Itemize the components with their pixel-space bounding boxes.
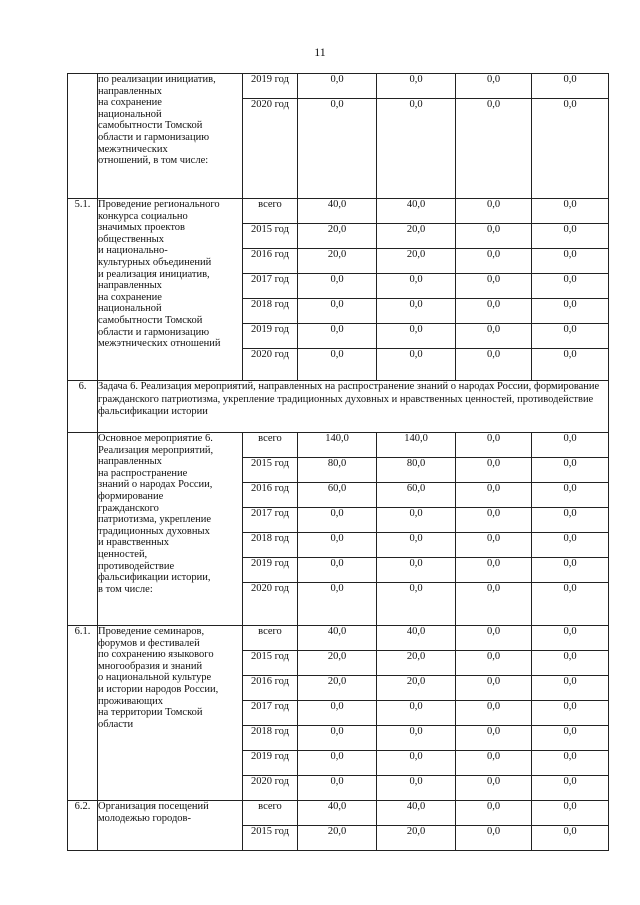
value-other: 0,0 — [532, 433, 609, 458]
year-cell: всего — [243, 801, 298, 826]
value-local: 0,0 — [456, 751, 532, 776]
value-local: 0,0 — [456, 726, 532, 751]
table-row — [68, 74, 609, 99]
value-local: 0,0 — [456, 249, 532, 274]
value-total: 0,0 — [298, 324, 377, 349]
item-name: Проведение регионального конкурса социально значимых проектов общественных и национально- культурных объединений и реализация инициатив, направленных на сохранение национальной самобытности Томской области и гармонизацию межэтнических отношений — [98, 199, 221, 350]
value-regional: 0,0 — [377, 776, 456, 801]
year-cell: 2018 год — [243, 299, 298, 324]
value-regional: 0,0 — [377, 274, 456, 299]
year-cell: 2020 год — [243, 776, 298, 801]
value-regional: 0,0 — [377, 74, 456, 99]
item-number: 6.2. — [68, 801, 98, 851]
value-local: 0,0 — [456, 349, 532, 381]
item-number — [68, 74, 98, 199]
value-regional: 20,0 — [377, 651, 456, 676]
value-total: 0,0 — [298, 274, 377, 299]
value-local: 0,0 — [456, 483, 532, 508]
table-row — [68, 199, 609, 224]
page-number: 11 — [314, 45, 326, 59]
task-row — [68, 381, 609, 433]
value-other: 0,0 — [532, 726, 609, 751]
value-regional: 20,0 — [377, 224, 456, 249]
value-other: 0,0 — [532, 349, 609, 381]
year-cell: 2015 год — [243, 651, 298, 676]
value-local: 0,0 — [456, 558, 532, 583]
value-other: 0,0 — [532, 626, 609, 651]
table-body — [68, 74, 609, 851]
item-name: Основное мероприятие 6. Реализация мероприятий, направленных на распространение знаний о народах России, формирование гражданского патриотизма, укрепление традиционных духовных и нравственных ценностей, противодействие фальсификации истории, в том числе: — [98, 433, 214, 595]
value-total: 0,0 — [298, 701, 377, 726]
value-other: 0,0 — [532, 701, 609, 726]
value-regional: 0,0 — [377, 533, 456, 558]
value-regional: 40,0 — [377, 801, 456, 826]
value-other: 0,0 — [532, 801, 609, 826]
value-total: 80,0 — [298, 458, 377, 483]
value-local: 0,0 — [456, 826, 532, 851]
year-cell: 2019 год — [243, 74, 298, 99]
item-name-cell — [98, 801, 243, 851]
year-cell: 2016 год — [243, 249, 298, 274]
year-cell: 2018 год — [243, 726, 298, 751]
value-other: 0,0 — [532, 826, 609, 851]
value-total: 40,0 — [298, 626, 377, 651]
year-cell: 2015 год — [243, 458, 298, 483]
value-total: 20,0 — [298, 651, 377, 676]
value-local: 0,0 — [456, 274, 532, 299]
value-total: 0,0 — [298, 299, 377, 324]
year-cell: 2020 год — [243, 583, 298, 626]
year-cell: всего — [243, 626, 298, 651]
value-local: 0,0 — [456, 676, 532, 701]
value-regional: 40,0 — [377, 626, 456, 651]
value-other: 0,0 — [532, 324, 609, 349]
value-local: 0,0 — [456, 583, 532, 626]
year-cell: 2019 год — [243, 751, 298, 776]
value-regional: 0,0 — [377, 299, 456, 324]
table-row — [68, 433, 609, 458]
task-text: Задача 6. Реализация мероприятий, направленных на распространение знаний о народах России, формирование гражданского патриотизма, укрепление традиционных духовных и нравственных ценностей, противодействие фальсификации истории — [98, 381, 609, 433]
year-cell: 2015 год — [243, 224, 298, 249]
value-total: 0,0 — [298, 533, 377, 558]
value-local: 0,0 — [456, 701, 532, 726]
value-total: 40,0 — [298, 199, 377, 224]
table-row — [68, 801, 609, 826]
year-cell: всего — [243, 199, 298, 224]
item-name-cell — [98, 74, 243, 199]
value-local: 0,0 — [456, 299, 532, 324]
year-cell: 2017 год — [243, 274, 298, 299]
value-local: 0,0 — [456, 433, 532, 458]
value-total: 0,0 — [298, 99, 377, 199]
value-regional: 0,0 — [377, 583, 456, 626]
value-total: 60,0 — [298, 483, 377, 508]
value-local: 0,0 — [456, 324, 532, 349]
value-total: 20,0 — [298, 224, 377, 249]
item-number — [68, 433, 98, 626]
year-cell: 2017 год — [243, 701, 298, 726]
value-other: 0,0 — [532, 99, 609, 199]
value-regional: 20,0 — [377, 826, 456, 851]
value-total: 140,0 — [298, 433, 377, 458]
value-regional: 0,0 — [377, 508, 456, 533]
value-other: 0,0 — [532, 508, 609, 533]
item-name-cell — [98, 626, 243, 801]
table-row — [68, 626, 609, 651]
value-other: 0,0 — [532, 199, 609, 224]
value-regional: 140,0 — [377, 433, 456, 458]
value-other: 0,0 — [532, 224, 609, 249]
value-other: 0,0 — [532, 751, 609, 776]
value-regional: 0,0 — [377, 726, 456, 751]
value-regional: 0,0 — [377, 751, 456, 776]
value-regional: 80,0 — [377, 458, 456, 483]
year-cell: 2019 год — [243, 558, 298, 583]
value-regional: 0,0 — [377, 99, 456, 199]
value-total: 20,0 — [298, 249, 377, 274]
value-total: 0,0 — [298, 726, 377, 751]
value-total: 20,0 — [298, 676, 377, 701]
value-other: 0,0 — [532, 533, 609, 558]
value-other: 0,0 — [532, 676, 609, 701]
value-total: 0,0 — [298, 508, 377, 533]
item-name-cell — [98, 433, 243, 626]
value-regional: 0,0 — [377, 558, 456, 583]
value-local: 0,0 — [456, 626, 532, 651]
value-other: 0,0 — [532, 776, 609, 801]
value-total: 0,0 — [298, 751, 377, 776]
value-total: 40,0 — [298, 801, 377, 826]
value-regional: 20,0 — [377, 676, 456, 701]
value-regional: 20,0 — [377, 249, 456, 274]
value-local: 0,0 — [456, 776, 532, 801]
value-regional: 0,0 — [377, 324, 456, 349]
value-regional: 0,0 — [377, 701, 456, 726]
value-regional: 40,0 — [377, 199, 456, 224]
value-local: 0,0 — [456, 458, 532, 483]
value-other: 0,0 — [532, 558, 609, 583]
value-other: 0,0 — [532, 458, 609, 483]
value-local: 0,0 — [456, 651, 532, 676]
year-cell: 2018 год — [243, 533, 298, 558]
year-cell: 2019 год — [243, 324, 298, 349]
item-number: 5.1. — [68, 199, 98, 381]
value-local: 0,0 — [456, 199, 532, 224]
item-number: 6.1. — [68, 626, 98, 801]
year-cell: 2020 год — [243, 349, 298, 381]
year-cell: 2020 год — [243, 99, 298, 199]
value-total: 0,0 — [298, 583, 377, 626]
value-total: 0,0 — [298, 349, 377, 381]
value-other: 0,0 — [532, 299, 609, 324]
year-cell: 2017 год — [243, 508, 298, 533]
value-other: 0,0 — [532, 274, 609, 299]
value-regional: 60,0 — [377, 483, 456, 508]
value-local: 0,0 — [456, 224, 532, 249]
year-cell: всего — [243, 433, 298, 458]
value-local: 0,0 — [456, 74, 532, 99]
value-other: 0,0 — [532, 74, 609, 99]
item-name: по реализации инициатив, направленных на сохранение национальной самобытности Томской области и гармонизацию межэтнических отношений, в том числе: — [98, 74, 216, 167]
year-cell: 2016 год — [243, 676, 298, 701]
item-name: Проведение семинаров, форумов и фестивалей по сохранению языкового многообразия и знаний о национальной культуре и истории народов России, проживающих на территории Томской области — [98, 626, 219, 730]
value-other: 0,0 — [532, 249, 609, 274]
value-regional: 0,0 — [377, 349, 456, 381]
value-local: 0,0 — [456, 508, 532, 533]
value-total: 20,0 — [298, 826, 377, 851]
value-total: 0,0 — [298, 558, 377, 583]
value-other: 0,0 — [532, 483, 609, 508]
value-other: 0,0 — [532, 651, 609, 676]
task-number: 6. — [68, 381, 98, 433]
year-cell: 2015 год — [243, 826, 298, 851]
value-local: 0,0 — [456, 801, 532, 826]
year-cell: 2016 год — [243, 483, 298, 508]
value-local: 0,0 — [456, 99, 532, 199]
value-other: 0,0 — [532, 583, 609, 626]
item-name-cell — [98, 199, 243, 381]
item-name: Организация посещений молодежью городов- — [98, 801, 209, 824]
value-total: 0,0 — [298, 776, 377, 801]
value-local: 0,0 — [456, 533, 532, 558]
value-total: 0,0 — [298, 74, 377, 99]
budget-table — [67, 73, 609, 851]
